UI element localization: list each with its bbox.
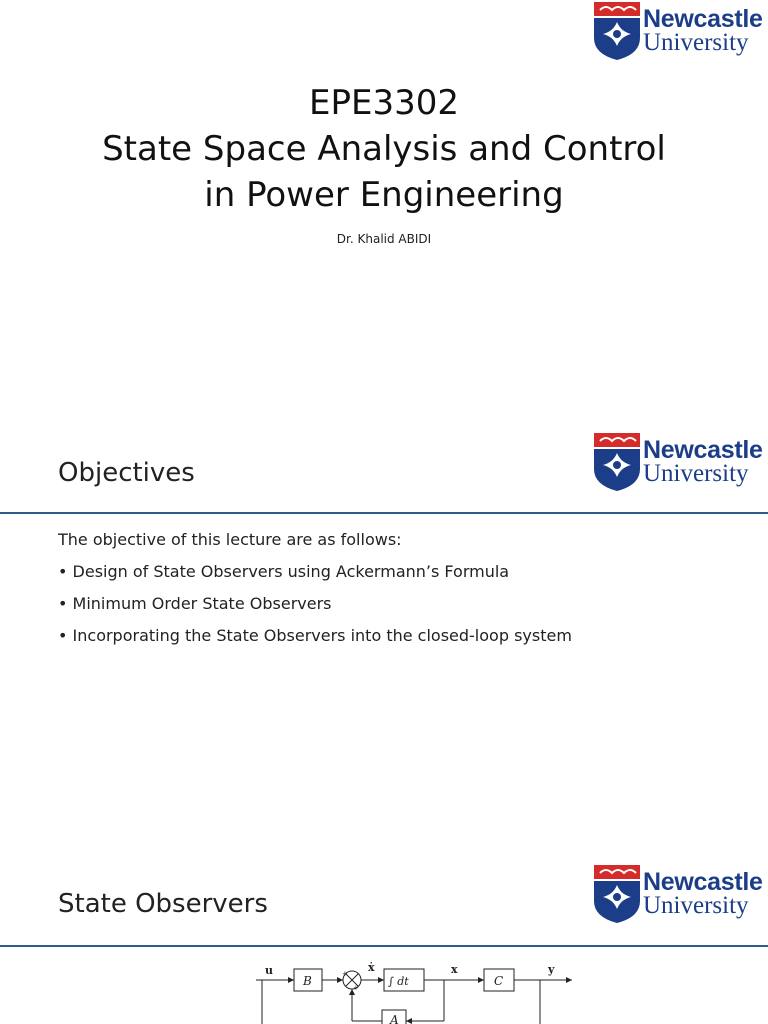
slide-title	[0, 80, 768, 218]
logo-line2: University	[643, 460, 749, 487]
state-observers-slide	[0, 855, 768, 1024]
heading-rule	[0, 512, 768, 514]
title-slide	[0, 0, 768, 430]
state-space-block-diagram	[0, 855, 768, 1024]
section-heading: Objectives	[58, 458, 195, 488]
university-shield-icon	[594, 433, 640, 491]
output-label: y	[548, 963, 555, 976]
sum-sign-bottom: +	[353, 984, 359, 992]
xdot-label: ẋ	[368, 961, 375, 974]
b-block-label: B	[303, 974, 312, 988]
integrator-label: ∫ dt	[388, 975, 409, 988]
author-name: Dr. Khalid ABIDI	[336, 232, 432, 246]
sum-sign-top: +	[342, 970, 348, 978]
logo-line1: Newcastle	[643, 436, 763, 464]
objectives-slide	[0, 430, 768, 855]
title-line2: in Power Engineering	[204, 175, 564, 215]
course-code: EPE3302	[309, 83, 459, 123]
title-line1: State Space Analysis and Control	[102, 129, 666, 169]
objectives-intro: The objective of this lecture are as follows:	[58, 530, 402, 549]
logo-line2: University	[643, 29, 749, 56]
input-label: u	[265, 964, 273, 977]
c-block-label: C	[494, 974, 504, 988]
objectives-body	[58, 524, 572, 652]
newcastle-logo	[594, 2, 763, 60]
university-shield-icon	[594, 2, 640, 60]
logo-line2: University	[643, 892, 749, 919]
objective-item: • Design of State Observers using Ackermann’s Formula	[58, 556, 572, 588]
objective-item: • Incorporating the State Observers into the closed-loop system	[58, 620, 572, 652]
a-block-label: A	[390, 1013, 399, 1024]
objective-item: • Minimum Order State Observers	[58, 588, 572, 620]
section-heading: State Observers	[58, 889, 268, 919]
logo-line1: Newcastle	[643, 868, 763, 896]
x-label: x	[451, 963, 458, 976]
logo-line1: Newcastle	[643, 5, 763, 33]
newcastle-logo	[594, 433, 763, 491]
